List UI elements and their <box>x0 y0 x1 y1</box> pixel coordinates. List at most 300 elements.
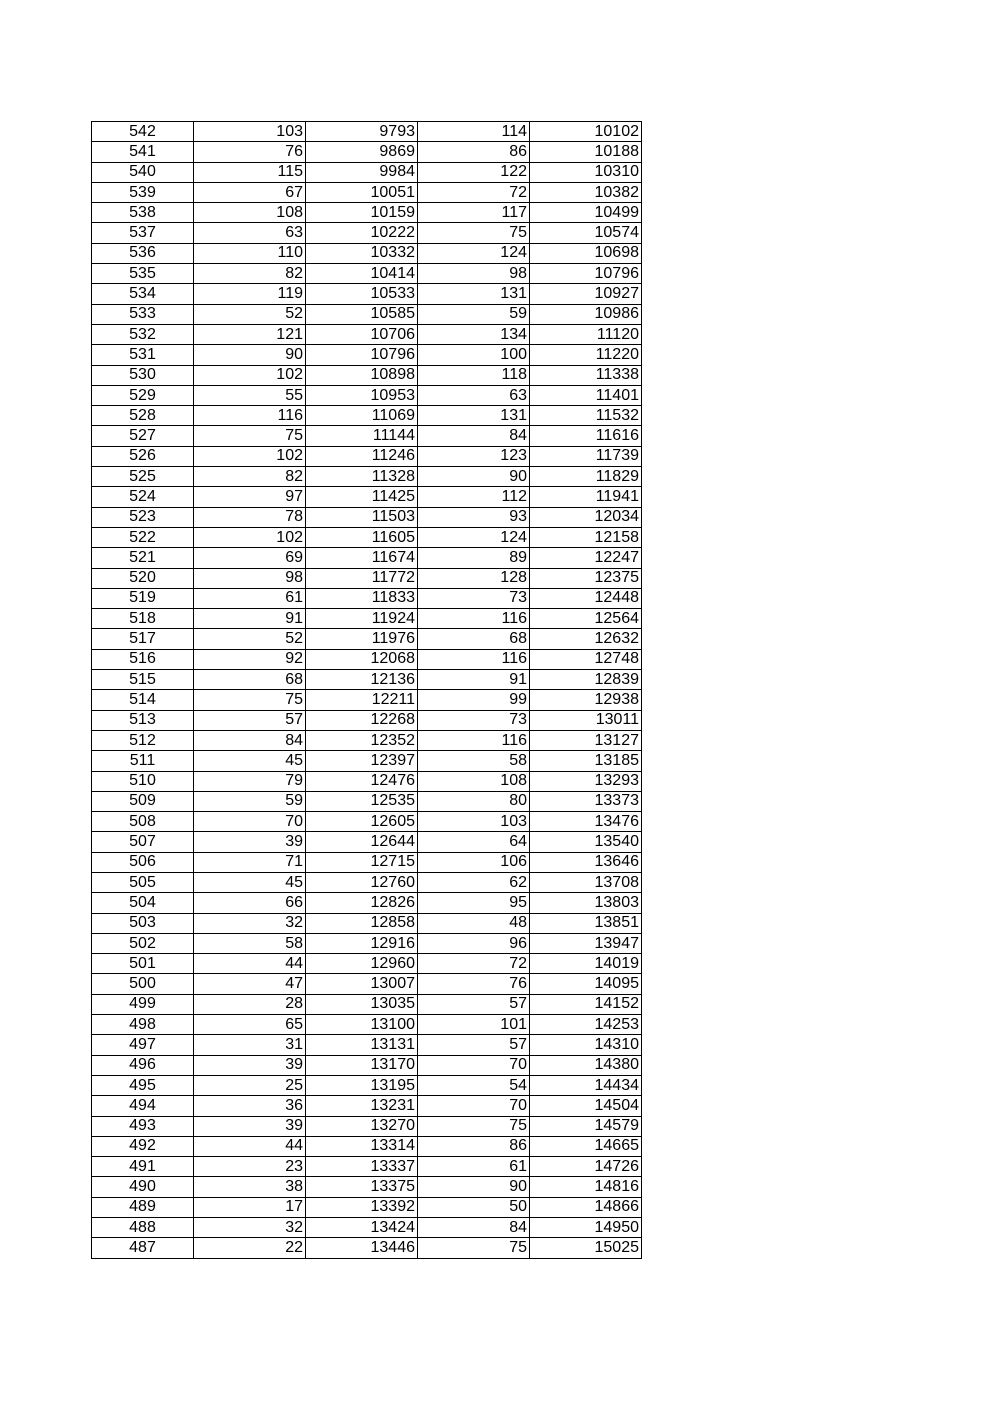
table-cell: 12034 <box>530 507 642 527</box>
table-cell: 516 <box>92 649 194 669</box>
table-row <box>92 1015 642 1035</box>
table-cell: 522 <box>92 527 194 547</box>
table-cell: 70 <box>418 1055 530 1075</box>
table-cell: 10706 <box>306 324 418 344</box>
table-cell: 11246 <box>306 446 418 466</box>
table-cell: 128 <box>418 568 530 588</box>
table-cell: 10585 <box>306 304 418 324</box>
table-cell: 12839 <box>530 670 642 690</box>
table-row <box>92 954 642 974</box>
table-cell: 497 <box>92 1035 194 1055</box>
table-cell: 510 <box>92 771 194 791</box>
table-cell: 9793 <box>306 122 418 142</box>
table-cell: 96 <box>418 933 530 953</box>
table-cell: 12448 <box>530 588 642 608</box>
table-cell: 123 <box>418 446 530 466</box>
table-row <box>92 507 642 527</box>
table-cell: 67 <box>194 182 306 202</box>
table-cell: 495 <box>92 1075 194 1095</box>
table-row <box>92 690 642 710</box>
table-cell: 108 <box>418 771 530 791</box>
table-cell: 13314 <box>306 1136 418 1156</box>
table-cell: 12397 <box>306 751 418 771</box>
table-cell: 17 <box>194 1197 306 1217</box>
table-cell: 25 <box>194 1075 306 1095</box>
table-cell: 63 <box>194 223 306 243</box>
table-cell: 52 <box>194 304 306 324</box>
table-row <box>92 1218 642 1238</box>
table-cell: 10102 <box>530 122 642 142</box>
table-cell: 32 <box>194 1218 306 1238</box>
table-row <box>92 223 642 243</box>
table-row <box>92 1116 642 1136</box>
table-cell: 61 <box>194 588 306 608</box>
score-table <box>91 121 642 1259</box>
table-cell: 12268 <box>306 710 418 730</box>
table-cell: 14665 <box>530 1136 642 1156</box>
table-cell: 541 <box>92 142 194 162</box>
table-cell: 86 <box>418 142 530 162</box>
table-cell: 11069 <box>306 406 418 426</box>
table-cell: 90 <box>194 345 306 365</box>
table-cell: 115 <box>194 162 306 182</box>
table-cell: 93 <box>418 507 530 527</box>
table-cell: 13170 <box>306 1055 418 1075</box>
table-cell: 131 <box>418 284 530 304</box>
table-cell: 10310 <box>530 162 642 182</box>
table-cell: 75 <box>418 223 530 243</box>
table-cell: 13100 <box>306 1015 418 1035</box>
table-cell: 531 <box>92 345 194 365</box>
table-cell: 515 <box>92 670 194 690</box>
table-cell: 73 <box>418 710 530 730</box>
table-cell: 10898 <box>306 365 418 385</box>
table-cell: 12352 <box>306 730 418 750</box>
table-cell: 36 <box>194 1096 306 1116</box>
table-cell: 511 <box>92 751 194 771</box>
table-cell: 22 <box>194 1238 306 1258</box>
table-cell: 76 <box>194 142 306 162</box>
table-cell: 103 <box>418 812 530 832</box>
table-row <box>92 1035 642 1055</box>
table-cell: 12748 <box>530 649 642 669</box>
table-cell: 121 <box>194 324 306 344</box>
table-cell: 542 <box>92 122 194 142</box>
table-cell: 11976 <box>306 629 418 649</box>
table-cell: 78 <box>194 507 306 527</box>
table-cell: 131 <box>418 406 530 426</box>
table-cell: 11772 <box>306 568 418 588</box>
table-cell: 11829 <box>530 467 642 487</box>
table-cell: 10382 <box>530 182 642 202</box>
table-cell: 490 <box>92 1177 194 1197</box>
table-cell: 98 <box>418 264 530 284</box>
table-cell: 505 <box>92 872 194 892</box>
table-cell: 11220 <box>530 345 642 365</box>
table-cell: 84 <box>418 426 530 446</box>
table-cell: 13011 <box>530 710 642 730</box>
table-row <box>92 162 642 182</box>
table-cell: 11941 <box>530 487 642 507</box>
table-cell: 518 <box>92 609 194 629</box>
table-row <box>92 284 642 304</box>
table-cell: 44 <box>194 954 306 974</box>
table-cell: 520 <box>92 568 194 588</box>
table-cell: 487 <box>92 1238 194 1258</box>
table-cell: 13476 <box>530 812 642 832</box>
table-cell: 116 <box>418 609 530 629</box>
table-cell: 10796 <box>530 264 642 284</box>
table-cell: 503 <box>92 913 194 933</box>
table-cell: 116 <box>418 649 530 669</box>
table-cell: 13540 <box>530 832 642 852</box>
table-cell: 80 <box>418 791 530 811</box>
table-cell: 57 <box>418 994 530 1014</box>
table-row <box>92 913 642 933</box>
table-cell: 82 <box>194 467 306 487</box>
table-cell: 73 <box>418 588 530 608</box>
table-cell: 12938 <box>530 690 642 710</box>
table-cell: 519 <box>92 588 194 608</box>
table-cell: 11739 <box>530 446 642 466</box>
table-cell: 12605 <box>306 812 418 832</box>
table-cell: 71 <box>194 852 306 872</box>
table-cell: 10159 <box>306 203 418 223</box>
table-cell: 124 <box>418 527 530 547</box>
table-row <box>92 1096 642 1116</box>
table-cell: 59 <box>418 304 530 324</box>
table-cell: 533 <box>92 304 194 324</box>
table-cell: 10499 <box>530 203 642 223</box>
table-cell: 13185 <box>530 751 642 771</box>
table-cell: 10574 <box>530 223 642 243</box>
table-cell: 28 <box>194 994 306 1014</box>
table-cell: 70 <box>418 1096 530 1116</box>
table-cell: 68 <box>194 670 306 690</box>
table-cell: 103 <box>194 122 306 142</box>
table-cell: 11144 <box>306 426 418 446</box>
table-cell: 79 <box>194 771 306 791</box>
table-cell: 507 <box>92 832 194 852</box>
table-cell: 32 <box>194 913 306 933</box>
table-cell: 44 <box>194 1136 306 1156</box>
table-cell: 12858 <box>306 913 418 933</box>
table-cell: 488 <box>92 1218 194 1238</box>
table-cell: 106 <box>418 852 530 872</box>
table-cell: 118 <box>418 365 530 385</box>
table-cell: 14726 <box>530 1157 642 1177</box>
table-cell: 493 <box>92 1116 194 1136</box>
table-row <box>92 832 642 852</box>
table-row <box>92 1075 642 1095</box>
table-cell: 75 <box>418 1238 530 1258</box>
table-cell: 10698 <box>530 243 642 263</box>
table-cell: 13131 <box>306 1035 418 1055</box>
table-cell: 501 <box>92 954 194 974</box>
table-cell: 72 <box>418 954 530 974</box>
table-cell: 48 <box>418 913 530 933</box>
table-cell: 50 <box>418 1197 530 1217</box>
table-row <box>92 365 642 385</box>
table-cell: 108 <box>194 203 306 223</box>
table-cell: 39 <box>194 1055 306 1075</box>
table-cell: 489 <box>92 1197 194 1217</box>
table-cell: 527 <box>92 426 194 446</box>
table-cell: 12960 <box>306 954 418 974</box>
table-cell: 14019 <box>530 954 642 974</box>
table-row <box>92 629 642 649</box>
table-cell: 11120 <box>530 324 642 344</box>
table-cell: 492 <box>92 1136 194 1156</box>
table-cell: 98 <box>194 568 306 588</box>
table-row <box>92 994 642 1014</box>
table-cell: 12564 <box>530 609 642 629</box>
table-cell: 13231 <box>306 1096 418 1116</box>
table-cell: 12760 <box>306 872 418 892</box>
table-row <box>92 771 642 791</box>
table-cell: 89 <box>418 548 530 568</box>
table-row <box>92 182 642 202</box>
table-cell: 512 <box>92 730 194 750</box>
table-cell: 39 <box>194 832 306 852</box>
table-cell: 112 <box>418 487 530 507</box>
table-cell: 9984 <box>306 162 418 182</box>
table-cell: 9869 <box>306 142 418 162</box>
table-row <box>92 446 642 466</box>
table-cell: 13646 <box>530 852 642 872</box>
table-cell: 92 <box>194 649 306 669</box>
table-row <box>92 304 642 324</box>
table-cell: 12136 <box>306 670 418 690</box>
table-cell: 13947 <box>530 933 642 953</box>
table-cell: 526 <box>92 446 194 466</box>
table-row <box>92 142 642 162</box>
table-row <box>92 974 642 994</box>
table-cell: 45 <box>194 872 306 892</box>
table-cell: 75 <box>194 690 306 710</box>
table-cell: 95 <box>418 893 530 913</box>
table-cell: 57 <box>194 710 306 730</box>
table-cell: 12826 <box>306 893 418 913</box>
table-cell: 494 <box>92 1096 194 1116</box>
table-cell: 55 <box>194 385 306 405</box>
table-cell: 13803 <box>530 893 642 913</box>
table-cell: 13851 <box>530 913 642 933</box>
table-cell: 506 <box>92 852 194 872</box>
table-cell: 63 <box>418 385 530 405</box>
table-row <box>92 730 642 750</box>
table-cell: 114 <box>418 122 530 142</box>
table-cell: 116 <box>418 730 530 750</box>
table-cell: 12211 <box>306 690 418 710</box>
table-cell: 10796 <box>306 345 418 365</box>
table-cell: 513 <box>92 710 194 730</box>
table-row <box>92 487 642 507</box>
table-cell: 13293 <box>530 771 642 791</box>
table-cell: 69 <box>194 548 306 568</box>
table-cell: 91 <box>194 609 306 629</box>
table-cell: 13007 <box>306 974 418 994</box>
table-cell: 31 <box>194 1035 306 1055</box>
table-row <box>92 933 642 953</box>
table-cell: 14310 <box>530 1035 642 1055</box>
table-cell: 14095 <box>530 974 642 994</box>
table-cell: 68 <box>418 629 530 649</box>
table-row <box>92 751 642 771</box>
table-cell: 14579 <box>530 1116 642 1136</box>
table-row <box>92 406 642 426</box>
table-row <box>92 426 642 446</box>
table-cell: 524 <box>92 487 194 507</box>
table-cell: 11924 <box>306 609 418 629</box>
table-cell: 75 <box>194 426 306 446</box>
table-cell: 10927 <box>530 284 642 304</box>
table-cell: 99 <box>418 690 530 710</box>
table-cell: 12916 <box>306 933 418 953</box>
table-row <box>92 548 642 568</box>
table-cell: 10222 <box>306 223 418 243</box>
table-cell: 498 <box>92 1015 194 1035</box>
table-cell: 10414 <box>306 264 418 284</box>
table-cell: 14504 <box>530 1096 642 1116</box>
table-cell: 12535 <box>306 791 418 811</box>
table-cell: 10188 <box>530 142 642 162</box>
table-row <box>92 588 642 608</box>
table-cell: 90 <box>418 1177 530 1197</box>
table-cell: 13446 <box>306 1238 418 1258</box>
table-cell: 10533 <box>306 284 418 304</box>
table-cell: 12715 <box>306 852 418 872</box>
table-cell: 514 <box>92 690 194 710</box>
table-cell: 13375 <box>306 1177 418 1197</box>
table-row <box>92 893 642 913</box>
table-cell: 14866 <box>530 1197 642 1217</box>
table-row <box>92 243 642 263</box>
table-cell: 537 <box>92 223 194 243</box>
table-cell: 11328 <box>306 467 418 487</box>
table-row <box>92 264 642 284</box>
table-cell: 59 <box>194 791 306 811</box>
score-table-body <box>92 122 642 1259</box>
table-cell: 530 <box>92 365 194 385</box>
table-cell: 75 <box>418 1116 530 1136</box>
table-cell: 12375 <box>530 568 642 588</box>
table-cell: 116 <box>194 406 306 426</box>
table-cell: 39 <box>194 1116 306 1136</box>
table-cell: 58 <box>418 751 530 771</box>
table-cell: 61 <box>418 1157 530 1177</box>
table-cell: 14152 <box>530 994 642 1014</box>
table-cell: 538 <box>92 203 194 223</box>
table-cell: 534 <box>92 284 194 304</box>
table-cell: 523 <box>92 507 194 527</box>
table-cell: 124 <box>418 243 530 263</box>
table-cell: 11503 <box>306 507 418 527</box>
table-cell: 84 <box>194 730 306 750</box>
table-cell: 62 <box>418 872 530 892</box>
table-row <box>92 812 642 832</box>
table-row <box>92 1197 642 1217</box>
table-cell: 539 <box>92 182 194 202</box>
table-cell: 102 <box>194 446 306 466</box>
table-cell: 102 <box>194 365 306 385</box>
table-cell: 509 <box>92 791 194 811</box>
table-row <box>92 527 642 547</box>
table-row <box>92 791 642 811</box>
table-cell: 12247 <box>530 548 642 568</box>
table-cell: 529 <box>92 385 194 405</box>
table-cell: 64 <box>418 832 530 852</box>
table-cell: 11338 <box>530 365 642 385</box>
table-cell: 117 <box>418 203 530 223</box>
table-cell: 97 <box>194 487 306 507</box>
table-cell: 100 <box>418 345 530 365</box>
table-cell: 508 <box>92 812 194 832</box>
table-cell: 500 <box>92 974 194 994</box>
table-row <box>92 1055 642 1075</box>
table-cell: 11425 <box>306 487 418 507</box>
table-cell: 101 <box>418 1015 530 1035</box>
table-cell: 86 <box>418 1136 530 1156</box>
table-row <box>92 649 642 669</box>
table-cell: 70 <box>194 812 306 832</box>
table-row <box>92 385 642 405</box>
table-cell: 13127 <box>530 730 642 750</box>
table-cell: 11833 <box>306 588 418 608</box>
table-row <box>92 710 642 730</box>
table-cell: 58 <box>194 933 306 953</box>
table-cell: 528 <box>92 406 194 426</box>
table-cell: 76 <box>418 974 530 994</box>
table-cell: 14950 <box>530 1218 642 1238</box>
table-cell: 12476 <box>306 771 418 791</box>
table-cell: 13424 <box>306 1218 418 1238</box>
table-cell: 11532 <box>530 406 642 426</box>
table-cell: 14816 <box>530 1177 642 1197</box>
table-cell: 72 <box>418 182 530 202</box>
table-cell: 10332 <box>306 243 418 263</box>
table-cell: 84 <box>418 1218 530 1238</box>
table-cell: 517 <box>92 629 194 649</box>
table-cell: 10986 <box>530 304 642 324</box>
table-cell: 502 <box>92 933 194 953</box>
table-cell: 13708 <box>530 872 642 892</box>
table-cell: 496 <box>92 1055 194 1075</box>
table-row <box>92 1136 642 1156</box>
table-cell: 52 <box>194 629 306 649</box>
table-cell: 66 <box>194 893 306 913</box>
table-cell: 13195 <box>306 1075 418 1095</box>
table-cell: 47 <box>194 974 306 994</box>
table-cell: 122 <box>418 162 530 182</box>
table-row <box>92 324 642 344</box>
table-row <box>92 852 642 872</box>
table-cell: 15025 <box>530 1238 642 1258</box>
table-row <box>92 1238 642 1258</box>
table-cell: 54 <box>418 1075 530 1095</box>
table-cell: 13270 <box>306 1116 418 1136</box>
table-cell: 14434 <box>530 1075 642 1095</box>
table-cell: 102 <box>194 527 306 547</box>
table-row <box>92 1157 642 1177</box>
table-row <box>92 1177 642 1197</box>
table-cell: 57 <box>418 1035 530 1055</box>
table-cell: 536 <box>92 243 194 263</box>
table-row <box>92 467 642 487</box>
table-row <box>92 670 642 690</box>
table-cell: 13337 <box>306 1157 418 1177</box>
table-cell: 491 <box>92 1157 194 1177</box>
